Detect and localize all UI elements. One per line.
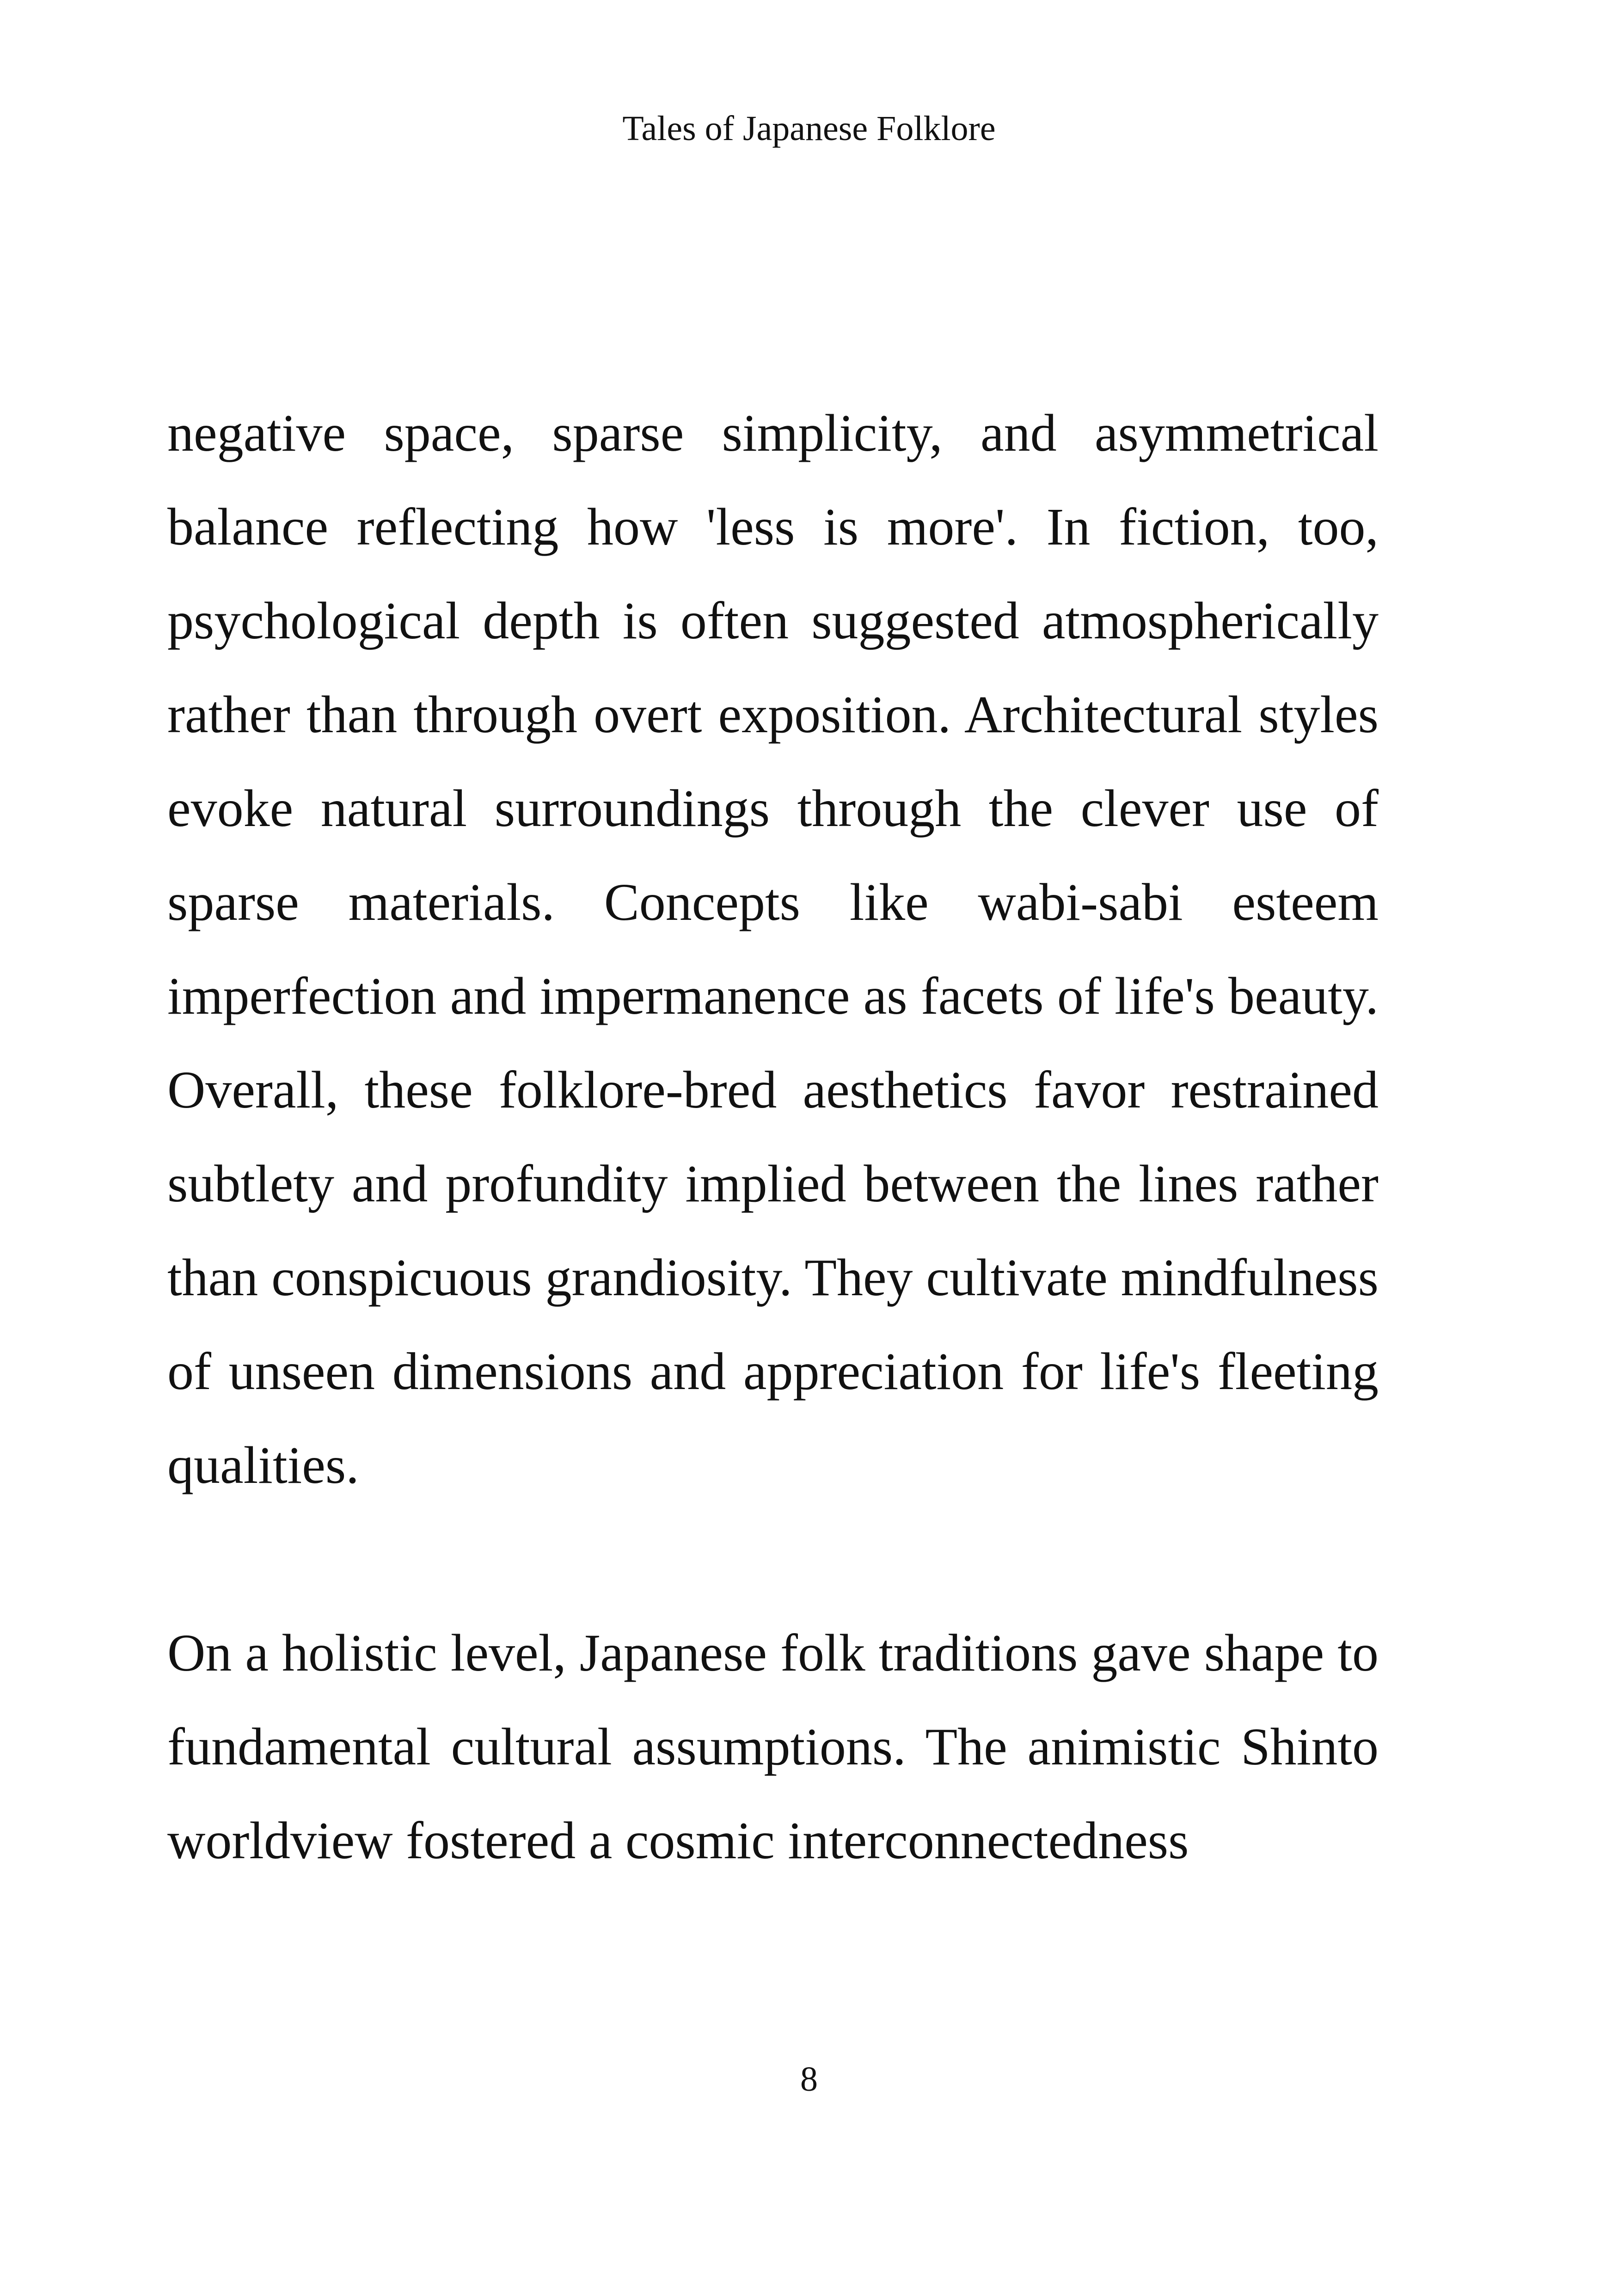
page-number: 8	[800, 2060, 818, 2099]
body-text	[167, 386, 1379, 1887]
paragraph: negative space, sparse simplicity, and asymmetrical balance reflecting how 'less is more'. In fiction, too, psychological depth is often suggested atmospherically rather than through overt exposition. Architectural styles evoke natural surroundings through the clever use of sparse materials. Concepts like wabi-sabi esteem imperfection and impermanence as facets of life's beauty. Overall, these folklore-bred aesthetics favor restrained subtlety and profundity implied between the lines rather than conspicuous grandiosity. They cultivate mindfulness of unseen dimensions and appreciation for life's fleeting qualities.	[167, 404, 1379, 1494]
running-header: Tales of Japanese Folklore	[622, 109, 996, 148]
paragraph: On a holistic level, Japanese folk traditions gave shape to fundamental cultural assumptions. The animistic Shinto worldview fostered a cosmic interconnectedness	[167, 1623, 1379, 1870]
